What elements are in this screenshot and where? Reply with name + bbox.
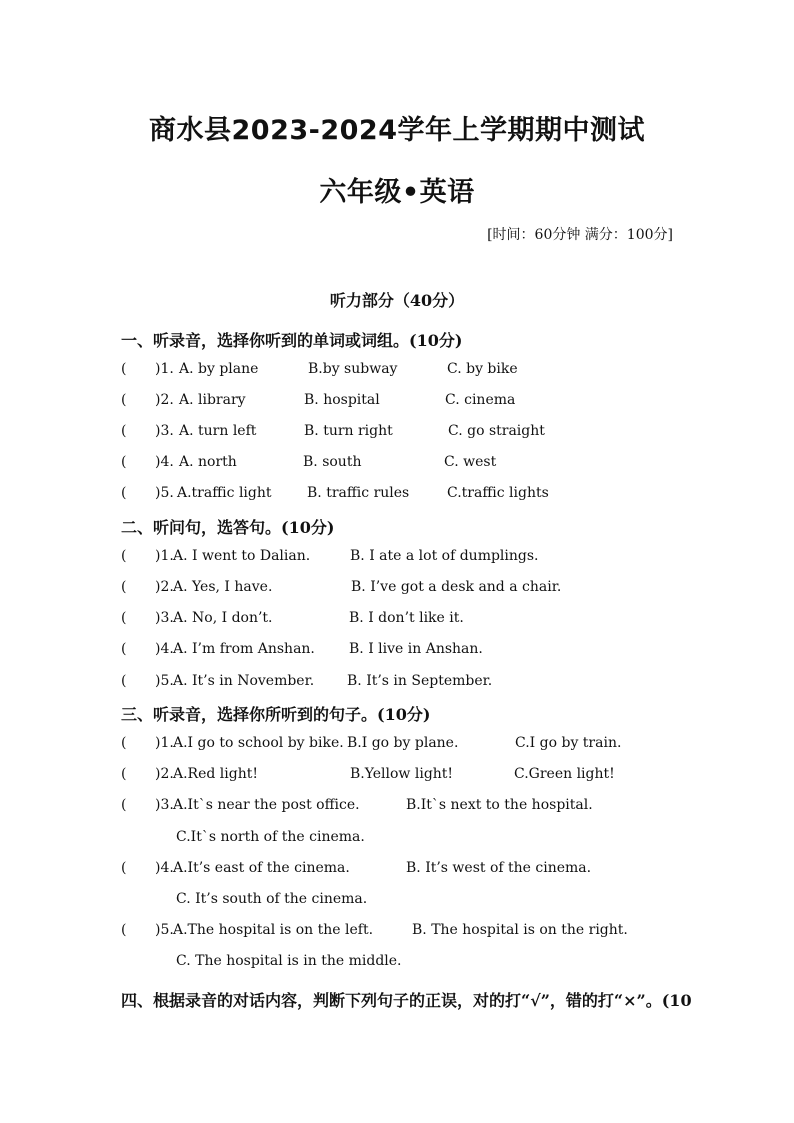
option-b: B. south [303,454,362,470]
s3-question-3-option-c: C.It`s north of the cinema. [176,829,365,845]
answer-blank[interactable]: ( [121,610,127,626]
section-4-heading: 四、根据录音的对话内容，判断下列句子的正误，对的打“√”，错的打“×”。(10 [121,991,692,1010]
question-number: )4. [155,454,174,470]
option-a: A.It’s east of the cinema. [173,860,350,876]
option-a: A. Yes, I have. [173,579,273,595]
answer-blank[interactable]: ( [121,579,127,595]
option-b: B. I live in Anshan. [349,641,483,657]
listening-part-title: 听力部分（40分） [329,291,465,310]
answer-blank[interactable]: ( [121,423,127,439]
option-a: A. north [179,454,237,470]
option-b: B.I go by plane. [347,735,459,751]
option-c: C. west [444,454,497,470]
question-number: )5. [155,485,174,501]
option-a: A. by plane [179,361,259,377]
section-3-heading: 三、听录音，选择你所听到的句子。(10分) [121,705,431,724]
question-number: )3. [155,797,174,813]
option-b: B. It’s in September. [347,673,493,689]
option-a: A. No, I don’t. [173,610,273,626]
question-number: )2. [155,579,174,595]
answer-blank[interactable]: ( [121,766,127,782]
option-b: B. I’ve got a desk and a chair. [351,579,562,595]
question-number: )1. [155,735,174,751]
option-b: B. traffic rules [307,485,410,501]
option-c: C. by bike [447,361,518,377]
option-c: C.I go by train. [515,735,622,751]
option-a: A.Red light! [173,766,258,782]
option-a: A. turn left [179,423,257,439]
option-a: A.The hospital is on the left. [173,922,374,938]
s3-question-5-option-c: C. The hospital is in the middle. [176,953,402,969]
option-b: B.It`s next to the hospital. [406,797,593,813]
answer-blank[interactable]: ( [121,673,127,689]
option-b: B. turn right [304,423,393,439]
section-2-heading: 二、听问句，选答句。(10分) [121,518,335,537]
answer-blank[interactable]: ( [121,485,127,501]
option-b: B. I ate a lot of dumplings. [350,548,539,564]
answer-blank[interactable]: ( [121,548,127,564]
option-b: B. It’s west of the cinema. [406,860,592,876]
question-number: )5. [155,922,174,938]
answer-blank[interactable]: ( [121,797,127,813]
answer-blank[interactable]: ( [121,735,127,751]
option-a: A. library [179,392,246,408]
option-a: A.traffic light [177,485,272,501]
question-number: )1. [155,361,174,377]
option-a: A. I went to Dalian. [173,548,311,564]
option-c: C.Green light! [514,766,615,782]
s3-question-4-option-c: C. It’s south of the cinema. [176,891,368,907]
answer-blank[interactable]: ( [121,361,127,377]
answer-blank[interactable]: ( [121,454,127,470]
question-number: )4. [155,641,174,657]
exam-time-score: [时间：60分钟 满分：100分] [487,227,673,243]
question-number: )3. [155,610,174,626]
answer-blank[interactable]: ( [121,392,127,408]
exam-subtitle: 六年级•英语 [319,177,475,208]
question-number: )2. [155,766,174,782]
exam-title: 商水县2023-2024学年上学期期中测试 [149,115,645,146]
answer-blank[interactable]: ( [121,860,127,876]
answer-blank[interactable]: ( [121,922,127,938]
option-b: B. The hospital is on the right. [412,922,628,938]
option-a: A. I’m from Anshan. [173,641,315,657]
question-number: )4. [155,860,174,876]
question-number: )2. [155,392,174,408]
option-c: C. cinema [445,392,516,408]
question-number: )5. [155,673,174,689]
question-number: )1. [155,548,174,564]
option-a: A. It’s in November. [173,673,315,689]
option-a: A.I go to school by bike. [173,735,344,751]
section-1-heading: 一、听录音，选择你听到的单词或词组。(10分) [121,331,463,350]
option-c: C.traffic lights [447,485,549,501]
option-a: A.It`s near the post office. [173,797,360,813]
option-b: B.Yellow light! [350,766,454,782]
option-b: B.by subway [308,361,398,377]
question-number: )3. [155,423,174,439]
option-b: B. I don’t like it. [349,610,464,626]
option-c: C. go straight [448,423,545,439]
answer-blank[interactable]: ( [121,641,127,657]
option-b: B. hospital [304,392,380,408]
